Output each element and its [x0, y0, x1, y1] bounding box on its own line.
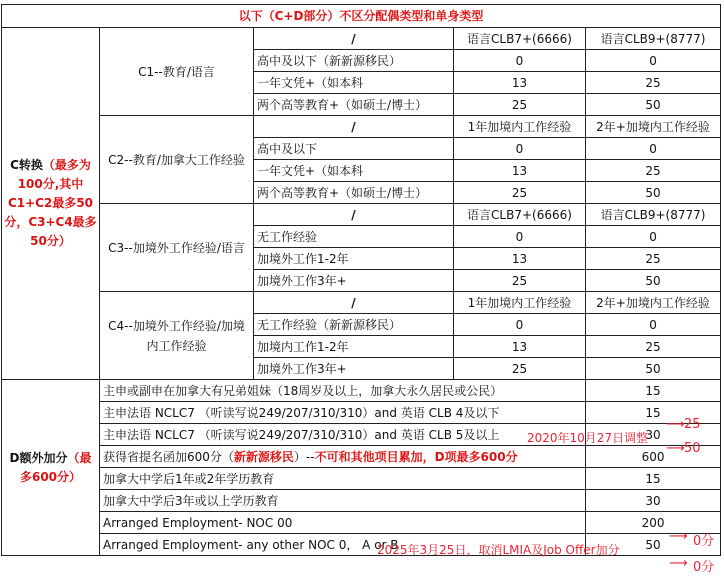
row-label: 高中及以下（新新源移民） [254, 50, 454, 72]
score-cell: 13 [454, 160, 586, 182]
score-cell: 25 [454, 94, 586, 116]
row-label: 两个高等教育+（如硕士/博士） [254, 182, 454, 204]
table-row [2, 446, 721, 468]
score-cell: 0 [586, 50, 721, 72]
d-item: 主申法语 NCLC7 （听读写说249/207/310/310）and 英语 CLB 4及以下 [100, 402, 586, 424]
score-cell: 0 [586, 314, 721, 336]
d-item: 主申法语 NCLC7 （听读写说249/207/310/310）and 英语 CLB 5及以上 [100, 424, 586, 446]
table-row [2, 402, 721, 424]
d-item: 加拿大中学后3年或以上学历教育 [100, 490, 586, 512]
french-adjust-note: 2020年10月27日调整 [527, 431, 649, 445]
table-row [2, 490, 721, 512]
d-section-note: （最多600分） [19, 450, 92, 484]
row-label: 加境外工作1-2年 [254, 248, 454, 270]
score-cell: 25 [586, 72, 721, 94]
row-label: 无工作经验 [254, 226, 454, 248]
d-section-name: D额外加分 [9, 450, 68, 465]
score-cell: 25 [454, 182, 586, 204]
employment-new-value-2: 0分 [693, 560, 715, 575]
header-cell: 语言CLB9+(8777) [586, 28, 721, 50]
header-cell: 2年+加境内工作经验 [586, 116, 721, 138]
score-cell: 0 [454, 138, 586, 160]
employment-new-value-1: 0分 [693, 534, 715, 549]
header-cell: 2年+加境内工作经验 [586, 292, 721, 314]
pnp-text-mid: ）-- [293, 449, 315, 464]
score-cell: 13 [454, 248, 586, 270]
table-row [2, 468, 721, 490]
header-cell: / [254, 28, 454, 50]
score-cell: 25 [586, 160, 721, 182]
arrow-right-icon: ⟶ [666, 417, 685, 432]
employment-cancel-note: 2025年3月25日，取消LMIA及Job Offer加分 [377, 543, 620, 557]
score-cell: 13 [454, 336, 586, 358]
header-cell: / [254, 204, 454, 226]
pnp-text: 获得省提名函加600分（ [103, 449, 234, 464]
group-label-c1: C1--教育/语言 [100, 28, 254, 116]
score-cell: 50 [586, 358, 721, 380]
d-points: 15 [586, 402, 721, 424]
group-label-c3: C3--加境外工作经验/语言 [100, 204, 254, 292]
crs-points-table [1, 4, 721, 556]
french-new-value-1: 25 [684, 417, 701, 432]
c-section-name: C转换 [10, 158, 43, 172]
row-label: 一年文凭+（如本科 [254, 72, 454, 94]
row-label: 无工作经验（新新源移民） [254, 314, 454, 336]
score-cell: 13 [454, 72, 586, 94]
arrow-right-icon: ⟶ [666, 441, 685, 456]
d-points: 600 [586, 446, 721, 468]
score-cell: 25 [586, 248, 721, 270]
table-row [2, 380, 721, 402]
score-cell: 0 [454, 226, 586, 248]
d-points: 30 [586, 424, 721, 446]
row-label: 加境内工作1-2年 [254, 336, 454, 358]
header-cell: / [254, 116, 454, 138]
d-points: 15 [586, 468, 721, 490]
score-cell: 50 [586, 94, 721, 116]
score-cell: 25 [586, 336, 721, 358]
header-cell: 语言CLB7+(6666) [454, 28, 586, 50]
c-section-label [2, 28, 100, 380]
score-cell: 25 [454, 358, 586, 380]
pnp-highlight: 新新源移民 [233, 449, 294, 464]
d-points: 50 [586, 534, 721, 556]
d-points: 30 [586, 490, 721, 512]
header-cell: 语言CLB9+(8777) [586, 204, 721, 226]
header-cell: 语言CLB7+(6666) [454, 204, 586, 226]
header-cell: / [254, 292, 454, 314]
group-label-c4: C4--加境外工作经验/加境内工作经验 [100, 292, 254, 380]
french-new-value-2: 50 [684, 441, 701, 456]
score-cell: 25 [454, 270, 586, 292]
d-item: Arranged Employment- any other NOC 0， A or B [100, 534, 586, 556]
row-label: 加境外工作3年+ [254, 358, 454, 380]
score-cell: 0 [454, 50, 586, 72]
c-section-note: （最多为100分,其中C1+C2最多50分，C3+C4最多50分） [4, 158, 97, 248]
score-cell: 50 [586, 182, 721, 204]
d-item: 加拿大中学后1年或2年学历教育 [100, 468, 586, 490]
table-row [2, 512, 721, 534]
table-title: 以下（C+D部分）不区分配偶类型和单身类型 [2, 5, 721, 28]
score-cell: 0 [586, 226, 721, 248]
d-item-pnp [100, 446, 586, 468]
d-section-label [2, 380, 100, 556]
d-points: 15 [586, 380, 721, 402]
row-label: 加境外工作3年+ [254, 270, 454, 292]
row-label: 一年文凭+（如本科 [254, 160, 454, 182]
d-item: Arranged Employment- NOC 00 [100, 512, 586, 534]
d-item: 主申或副申在加拿大有兄弟姐妹（18周岁及以上，加拿大永久居民或公民） [100, 380, 586, 402]
score-cell: 50 [586, 270, 721, 292]
score-cell: 0 [454, 314, 586, 336]
header-cell: 1年加境内工作经验 [454, 116, 586, 138]
group-label-c2: C2--教育/加拿大工作经验 [100, 116, 254, 204]
arrow-right-icon: ⟶ [669, 556, 688, 571]
pnp-warning: 不可和其他项目累加，D项最多600分 [314, 449, 518, 464]
d-points: 200 [586, 512, 721, 534]
arrow-right-icon: ⟶ [669, 529, 688, 544]
row-label: 高中及以下 [254, 138, 454, 160]
score-cell: 0 [586, 138, 721, 160]
header-cell: 1年加境内工作经验 [454, 292, 586, 314]
row-label: 两个高等教育+（如硕士/博士） [254, 94, 454, 116]
